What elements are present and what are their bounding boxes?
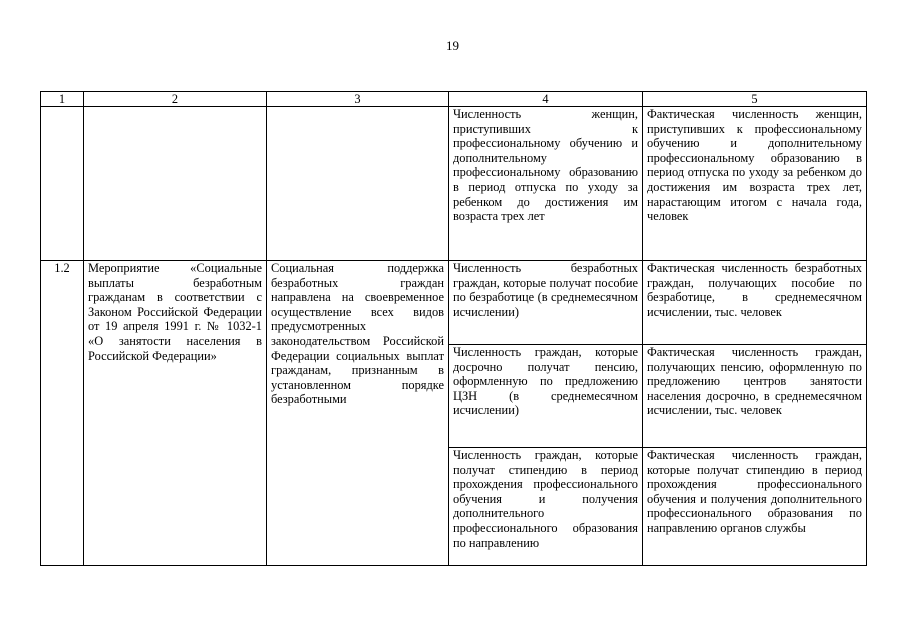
header-col-2: 2	[84, 92, 267, 107]
indicator-name-text: Численность граждан, которые получат стипендию в период прохождения профессионального обучения и получения дополнительного профессионального образования по направлению	[453, 448, 638, 550]
measure-cell	[84, 261, 267, 566]
indicators-table	[40, 91, 867, 566]
indicator-name-cell	[449, 107, 643, 261]
measure-description-cell	[267, 261, 449, 566]
table-header-row	[41, 92, 867, 107]
indicator-name-cell	[449, 448, 643, 566]
measure-description-text: Социальная поддержка безработных граждан направлена на своевременное осуществление всех видов предусмотренных законодательством Российской Федерации социальных выплат гражданам, признанным в установленном порядке безработными	[271, 261, 444, 407]
indicator-description-cell	[643, 345, 867, 448]
indicator-name-text: Численность женщин, приступивших к профессиональному обучению и дополнительному профессиональному образованию в период отпуска по уходу за ребенком до достижения им возраста трех лет	[453, 107, 638, 224]
empty-cell	[267, 107, 449, 261]
table-row-1-2	[41, 261, 867, 345]
indicator-description-cell	[643, 107, 867, 261]
header-col-4: 4	[449, 92, 643, 107]
indicator-description-text: Фактическая численность женщин, приступивших к профессиональному обучению и дополнительному профессиональному образованию в период отпуска по уходу за ребенком до достижения им возраста трех лет, нарастающим итогом с начала года, человек	[647, 107, 862, 224]
table-row-continuation	[41, 107, 867, 261]
indicator-name-cell	[449, 345, 643, 448]
indicator-name-text: Численность граждан, которые досрочно получат пенсию, оформленную по предложению ЦЗН (в среднемесячном исчислении)	[453, 345, 638, 418]
indicator-name-text: Численность безработных граждан, которые получат пособие по безработице (в среднемесячном исчислении)	[453, 261, 638, 319]
page-number: 19	[446, 38, 459, 53]
indicator-description-text: Фактическая численность граждан, получающих пенсию, оформленную по предложению центров занятости населения досрочно, в среднемесячном исчислении, тыс. человек	[647, 345, 862, 418]
indicator-name-cell	[449, 261, 643, 345]
indicator-description-cell	[643, 448, 867, 566]
empty-cell	[84, 107, 267, 261]
measure-text: Мероприятие «Социальные выплаты безработным гражданам в соответствии с Законом Российской Федерации от 19 апреля 1991 г. № 1032-1 «О занятости населения в Российской Федерации»	[88, 261, 262, 363]
row-number: 1.2	[41, 261, 84, 566]
indicator-description-text: Фактическая численность безработных граждан, получающих пособие по безработице, в среднемесячном исчислении, тыс. человек	[647, 261, 862, 319]
header-col-5: 5	[643, 92, 867, 107]
empty-cell	[41, 107, 84, 261]
indicator-description-cell	[643, 261, 867, 345]
indicator-description-text: Фактическая численность граждан, которые получат стипендию в период прохождения профессионального обучения и получения дополнительного профессионального образования по направлению органов службы	[647, 448, 862, 535]
header-col-3: 3	[267, 92, 449, 107]
header-col-1: 1	[41, 92, 84, 107]
